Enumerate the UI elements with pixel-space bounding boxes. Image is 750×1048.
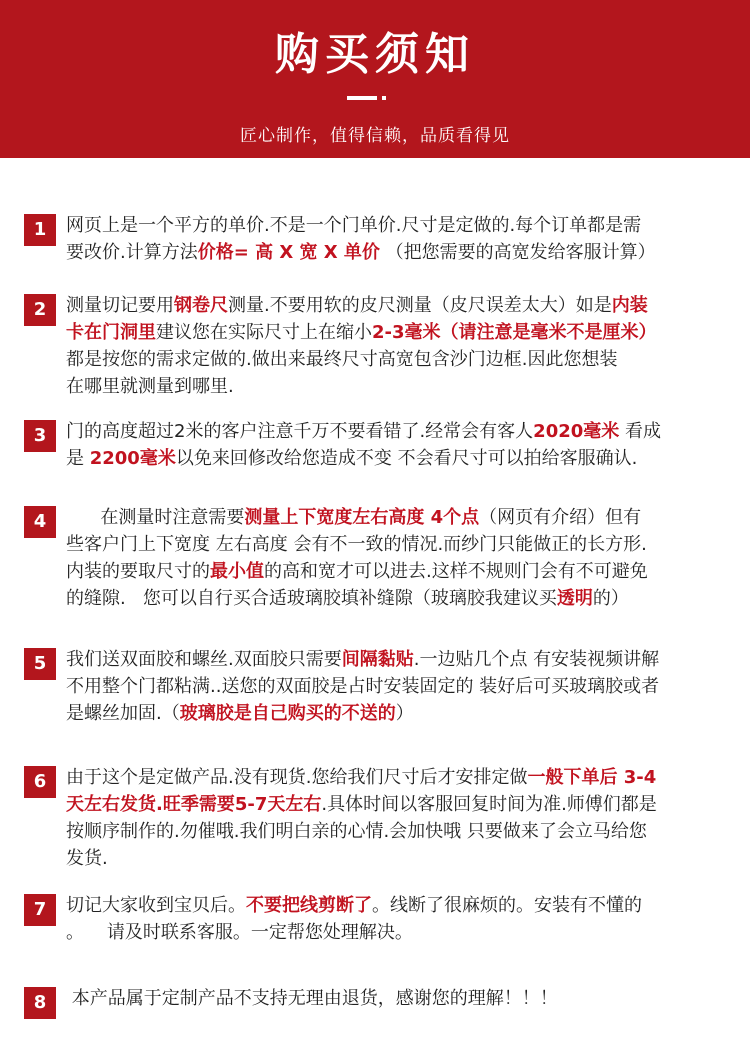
body-text: 的） — [592, 588, 629, 609]
body-text: 在测量时注意需要 — [66, 507, 245, 528]
item-text-line — [66, 292, 734, 319]
body-text: 看成 — [619, 421, 662, 442]
item-text-line — [66, 673, 734, 700]
body-text: 测量.不要用软的皮尺测量（皮尺误差太大）如是 — [228, 295, 612, 316]
body-text: 些客户门上下宽度 左右高度 会有不一致的情况.而纱门只能做正的长方形. — [66, 534, 647, 555]
item-number-badge: 6 — [24, 766, 56, 798]
body-text: 本产品属于定制产品不支持无理由退货，感谢您的理解！！！ — [66, 988, 558, 1009]
item-text-line — [66, 212, 734, 239]
item-number-badge: 7 — [24, 894, 56, 926]
highlight-text: 天左右发货.旺季需要5-7天左右 — [66, 794, 322, 815]
item-text — [66, 764, 734, 872]
highlight-text: 2200毫米 — [89, 448, 176, 469]
body-text: 。线断了很麻烦的。安装有不懂的 — [372, 895, 642, 916]
highlight-text: 不要把线剪断了 — [246, 895, 372, 916]
item-number-badge: 3 — [24, 420, 56, 452]
divider-dot — [382, 96, 386, 100]
item-text — [66, 985, 734, 1012]
item-text-line — [66, 531, 734, 558]
highlight-text: 透明 — [556, 588, 593, 609]
highlight-text: 内装 — [611, 295, 648, 316]
item-text-line — [66, 985, 734, 1012]
body-text: 建议您在实际尺寸上在缩小 — [156, 322, 372, 343]
item-number-badge: 8 — [24, 987, 56, 1019]
item-text — [66, 892, 734, 946]
item-number-badge: 5 — [24, 648, 56, 680]
highlight-text: 2020毫米 — [533, 421, 620, 442]
body-text: 都是按您的需求定做的.做出来最终尺寸高宽包含沙门边框.因此您想装 — [66, 349, 618, 370]
item-text-line — [66, 418, 734, 445]
highlight-text: 间隔黏贴 — [341, 649, 414, 670]
highlight-text: 一般下单后 3-4 — [527, 767, 657, 788]
item-text-line — [66, 239, 734, 266]
header-banner — [0, 0, 750, 158]
body-text: 不用整个门都粘满..送您的双面胶是占时安装固定的 装好后可买玻璃胶或者 — [66, 676, 660, 697]
highlight-text: 卡在门洞里 — [66, 322, 156, 343]
item-text-line — [66, 445, 734, 472]
item-text-line — [66, 919, 734, 946]
body-text: 测量切记要用 — [66, 295, 174, 316]
item-text — [66, 292, 734, 400]
highlight-text: 玻璃胶是自己购买的不送的 — [179, 703, 396, 724]
item-text-line — [66, 700, 734, 727]
item-text-line — [66, 504, 734, 531]
body-text: 是 — [66, 448, 90, 469]
item-text — [66, 212, 734, 266]
body-text: （把您需要的高宽发给客服计算） — [379, 242, 656, 263]
item-text — [66, 646, 734, 727]
item-text-line — [66, 319, 734, 346]
item-text-line — [66, 791, 734, 818]
item-text-line — [66, 764, 734, 791]
body-text: 是螺丝加固.（ — [66, 703, 180, 724]
body-text: 。 请及时联系客服。一定帮您处理解决。 — [66, 922, 413, 943]
highlight-text: 2-3毫米（请注意是毫米不是厘米） — [372, 322, 657, 343]
body-text: 要改价.计算方法 — [66, 242, 198, 263]
body-text: 由于这个是定做产品.没有现货.您给我们尺寸后才安排定做 — [66, 767, 528, 788]
body-text: ） — [395, 703, 414, 724]
item-text-line — [66, 892, 734, 919]
item-number-badge: 4 — [24, 506, 56, 538]
body-text: （网页有介绍）但有 — [479, 507, 642, 528]
body-text: 的缝隙. 您可以自行买合适玻璃胶填补缝隙（玻璃胶我建议买 — [66, 588, 557, 609]
highlight-text: 钢卷尺 — [174, 295, 228, 316]
item-number-badge: 2 — [24, 294, 56, 326]
body-text: 以免来回修改给您造成不变 不会看尺寸可以拍给客服确认. — [175, 448, 638, 469]
body-text: 切记大家收到宝贝后。 — [66, 895, 246, 916]
item-text-line — [66, 585, 734, 612]
body-text: 按顺序制作的.勿催哦.我们明白亲的心情.会加快哦 只要做来了会立马给您 — [66, 821, 647, 842]
body-text: 门的高度超过2米的客户注意千万不要看错了.经常会有客人 — [66, 421, 534, 442]
body-text: .具体时间以客服回复时间为准.师傅们都是 — [321, 794, 657, 815]
item-text — [66, 418, 734, 472]
item-text — [66, 504, 734, 612]
highlight-text: 测量上下宽度左右高度 4个点 — [244, 507, 480, 528]
title-divider — [347, 96, 387, 100]
divider-bar — [347, 96, 377, 100]
page-subtitle: 匠心制作，值得信赖，品质看得见 — [240, 126, 510, 146]
body-text: 我们送双面胶和螺丝.双面胶只需要 — [66, 649, 342, 670]
item-number-badge: 1 — [24, 214, 56, 246]
highlight-text: 最小值 — [210, 561, 264, 582]
body-text: 的高和宽才可以进去.这样不规则门会有不可避免 — [264, 561, 648, 582]
highlight-text: 价格= 高 X 宽 X 单价 — [197, 242, 380, 263]
item-text-line — [66, 818, 734, 845]
item-text-line — [66, 845, 734, 872]
page-title: 购买须知 — [275, 29, 475, 80]
item-text-line — [66, 558, 734, 585]
item-text-line — [66, 346, 734, 373]
item-text-line — [66, 373, 734, 400]
body-text: 内装的要取尺寸的 — [66, 561, 210, 582]
item-text-line — [66, 646, 734, 673]
body-text: 网页上是一个平方的单价.不是一个门单价.尺寸是定做的.每个订单都是需 — [66, 215, 642, 236]
body-text: 在哪里就测量到哪里. — [66, 376, 234, 397]
body-text: .一边贴几个点 有安装视频讲解 — [413, 649, 660, 670]
body-text: 发货. — [66, 848, 108, 869]
